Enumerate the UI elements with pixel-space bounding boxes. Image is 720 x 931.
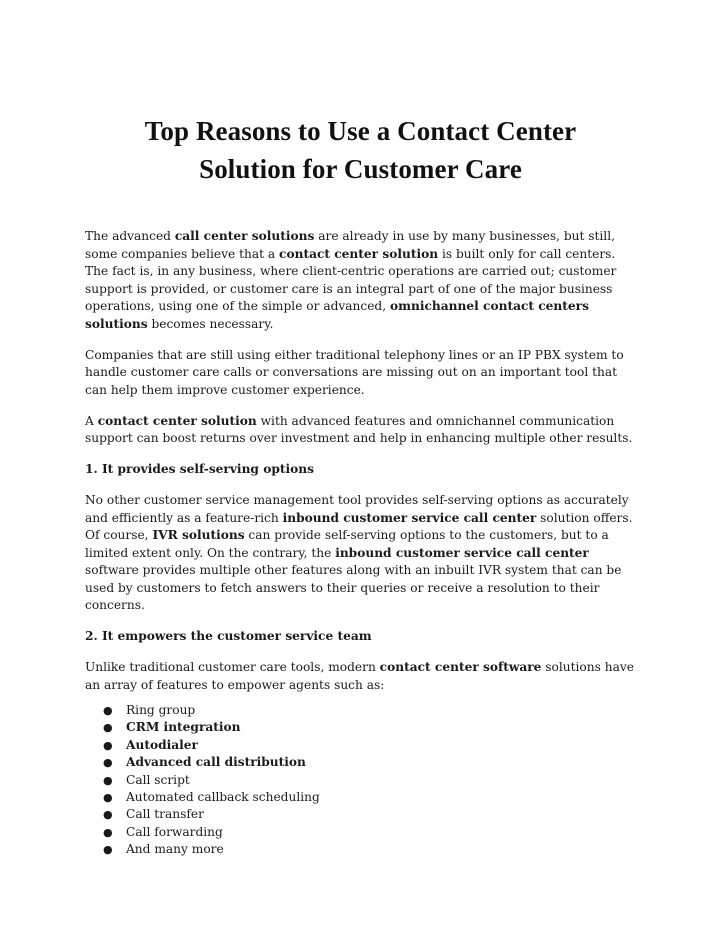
list-item-label: And many more — [126, 842, 224, 857]
empowers-text-2: solutions have an array of features to empower agents such as: — [85, 660, 634, 692]
self-serving-text-3: can provide self-serving options to the customers, but to a limited extent only. On the contrary, the — [85, 528, 609, 560]
roi-text-1: A — [85, 413, 98, 428]
intro-bold-3: omnichannel contact centers solutions — [85, 299, 589, 331]
list-item — [85, 754, 636, 771]
empowers-paragraph — [85, 659, 636, 694]
self-serving-text-1: No other customer service management tool provides self-serving options as accurately and efficiently as a feature-rich — [85, 493, 629, 525]
intro-text-2: are already in use by many businesses, but still, some companies believe that a — [85, 229, 615, 261]
self-serving-bold-2: IVR solutions — [152, 528, 245, 542]
list-item — [85, 737, 636, 754]
list-item-label: Call forwarding — [126, 824, 223, 839]
list-item-label: CRM integration — [126, 720, 241, 735]
bullet-icon: ● — [103, 773, 113, 787]
bullet-icon: ● — [103, 756, 113, 770]
list-item — [85, 841, 636, 858]
list-item-label: Call transfer — [126, 807, 204, 822]
list-item-label: Automated callback scheduling — [126, 790, 320, 805]
page-title — [85, 112, 636, 188]
list-item-label: Ring group — [126, 703, 196, 717]
list-item — [85, 806, 636, 823]
title-line-2: Solution for Customer Care — [199, 154, 522, 184]
intro-text-1: The advanced — [85, 229, 175, 243]
list-item — [85, 772, 636, 789]
roi-text-2: with advanced features and omnichannel communication support can boost returns over investment and help in enhancing multiple other results. — [85, 413, 633, 445]
features-list — [85, 702, 636, 859]
self-serving-text-4: software provides multiple other features along with an inbuilt IVR system that can be used by customers to fetch answers to their queries or receive a resolution to their concerns. — [85, 563, 622, 612]
list-item — [85, 824, 636, 841]
section-heading-self-serving: 1. It provides self-serving options — [85, 462, 314, 476]
intro-bold-1: call center solutions — [174, 229, 315, 243]
bullet-icon: ● — [103, 738, 113, 752]
bullet-icon: ● — [103, 843, 113, 857]
list-item-label: Autodialer — [126, 737, 198, 752]
list-item-label: Call script — [126, 772, 190, 787]
self-serving-bold-1: inbound customer service call center — [282, 510, 537, 525]
bullet-icon: ● — [103, 721, 113, 735]
list-item — [85, 789, 636, 806]
intro-paragraph — [85, 228, 636, 333]
title-line-1: Top Reasons to Use a Contact Center — [144, 116, 577, 146]
roi-bold-1: contact center solution — [97, 413, 257, 428]
bullet-icon: ● — [103, 791, 113, 805]
bullet-icon: ● — [103, 808, 113, 822]
list-item-label: Advanced call distribution — [126, 755, 306, 770]
list-item — [85, 719, 636, 736]
self-serving-bold-3: inbound customer service call center — [335, 545, 589, 560]
empowers-text-1: Unlike traditional customer care tools, modern — [85, 660, 380, 674]
bullet-icon: ● — [103, 704, 113, 717]
intro-bold-2: contact center solution — [279, 246, 439, 261]
self-serving-text-2: solution offers. Of course, — [85, 510, 633, 542]
section-heading-empowers-team: 2. It empowers the customer service team — [85, 629, 372, 643]
bullet-icon: ● — [103, 825, 113, 839]
intro-text-3: is built only for call centers. The fact is, in any business, where client-centric operations are carried out; customer support is provided, or customer care is an integral part of one of the major business operations, using one of the simple or advanced, — [85, 246, 617, 313]
list-item — [85, 702, 636, 719]
roi-paragraph — [85, 413, 636, 448]
telephony-paragraph: Companies that are still using either traditional telephony lines or an IP PBX system to handle customer care calls or conversations are missing out on an important tool that can help them improve customer experience. — [85, 347, 624, 397]
intro-text-4: becomes necessary. — [147, 316, 274, 331]
empowers-bold-1: contact center software — [379, 660, 542, 674]
self-serving-paragraph — [85, 492, 636, 615]
